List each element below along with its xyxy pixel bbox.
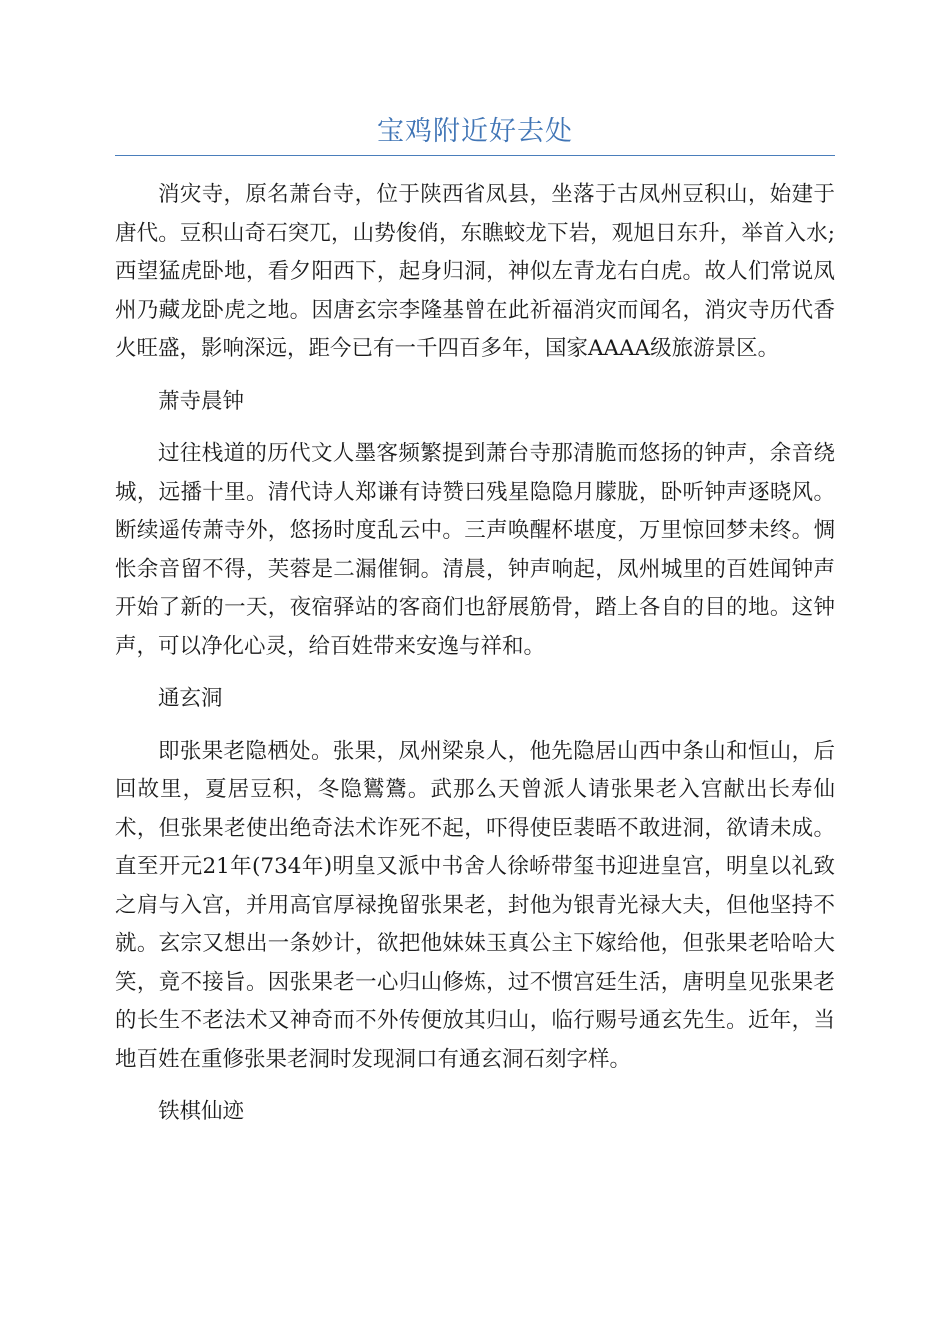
section-heading-morning-bell: 萧寺晨钟 [158,388,245,414]
paragraph-morning-bell: 过往栈道的历代文人墨客频繁提到萧台寺那清脆而悠扬的钟声，余音绕城，远播十里。清代诗人郑谦有诗赞曰残星隐隐月朦胧，卧听钟声逐晓风。断续遥传萧寺外，悠扬时度乱云中。三声唤醒杯堪度，万里惊回梦未终。惆怅余音留不得，芙蓉是二漏催铜。清晨，钟声响起，凤州城里的百姓闻钟声开始了新的一天，夜宿驿站的客商们也舒展筋骨，踏上各自的目的地。这钟声，可以净化心灵，给百姓带来安逸与祥和。 [115,441,835,659]
paragraph-intro: 消灾寺，原名萧台寺，位于陕西省凤县，坐落于古凤州豆积山，始建于唐代。豆积山奇石突兀，山势俊俏，东瞧蛟龙下岩，观旭日东升，举首入水;西望猛虎卧地，看夕阳西下，起身归洞，神似左青龙右白虎。故人们常说凤州乃藏龙卧虎之地。因唐玄宗李隆基曾在此祈福消灾而闻名，消灾寺历代香火旺盛，影响深远，距今已有一千四百多年，国家AAAA级旅游景区。 [115,182,835,361]
section-heading-iron-chess: 铁棋仙迹 [158,1099,245,1124]
document-body [115,176,835,1146]
paragraph-tongxuan-cave: 即张果老隐栖处。张果，凤州梁泉人，他先隐居山西中条山和恒山，后回故里，夏居豆积，冬隐鸑鷟。武那么天曾派人请张果老入宫献出长寿仙术，但张果老使出绝奇法术诈死不起，吓得使臣裴晤不敢进洞，欲请未成。直至开元21年(734年)明皇又派中书舍人徐峤带玺书迎进皇宫，明皇以礼致之肩与入宫，并用高官厚禄挽留张果老，封他为银青光禄大夫，但他坚持不就。玄宗又想出一条妙计，欲把他妹妹玉真公主下嫁给他，但张果老哈哈大笑，竟不接旨。因张果老一心归山修炼，过不惯宫廷生活，唐明皇见张果老的长生不老法术又神奇而不外传便放其归山，临行赐号通玄先生。近年，当地百姓在重修张果老洞时发现洞口有通玄洞石刻字样。 [115,738,835,1072]
section-heading-tongxuan-cave: 通玄洞 [158,686,223,711]
document-title: 宝鸡附近好去处 [377,116,573,147]
title-underline [115,155,835,156]
